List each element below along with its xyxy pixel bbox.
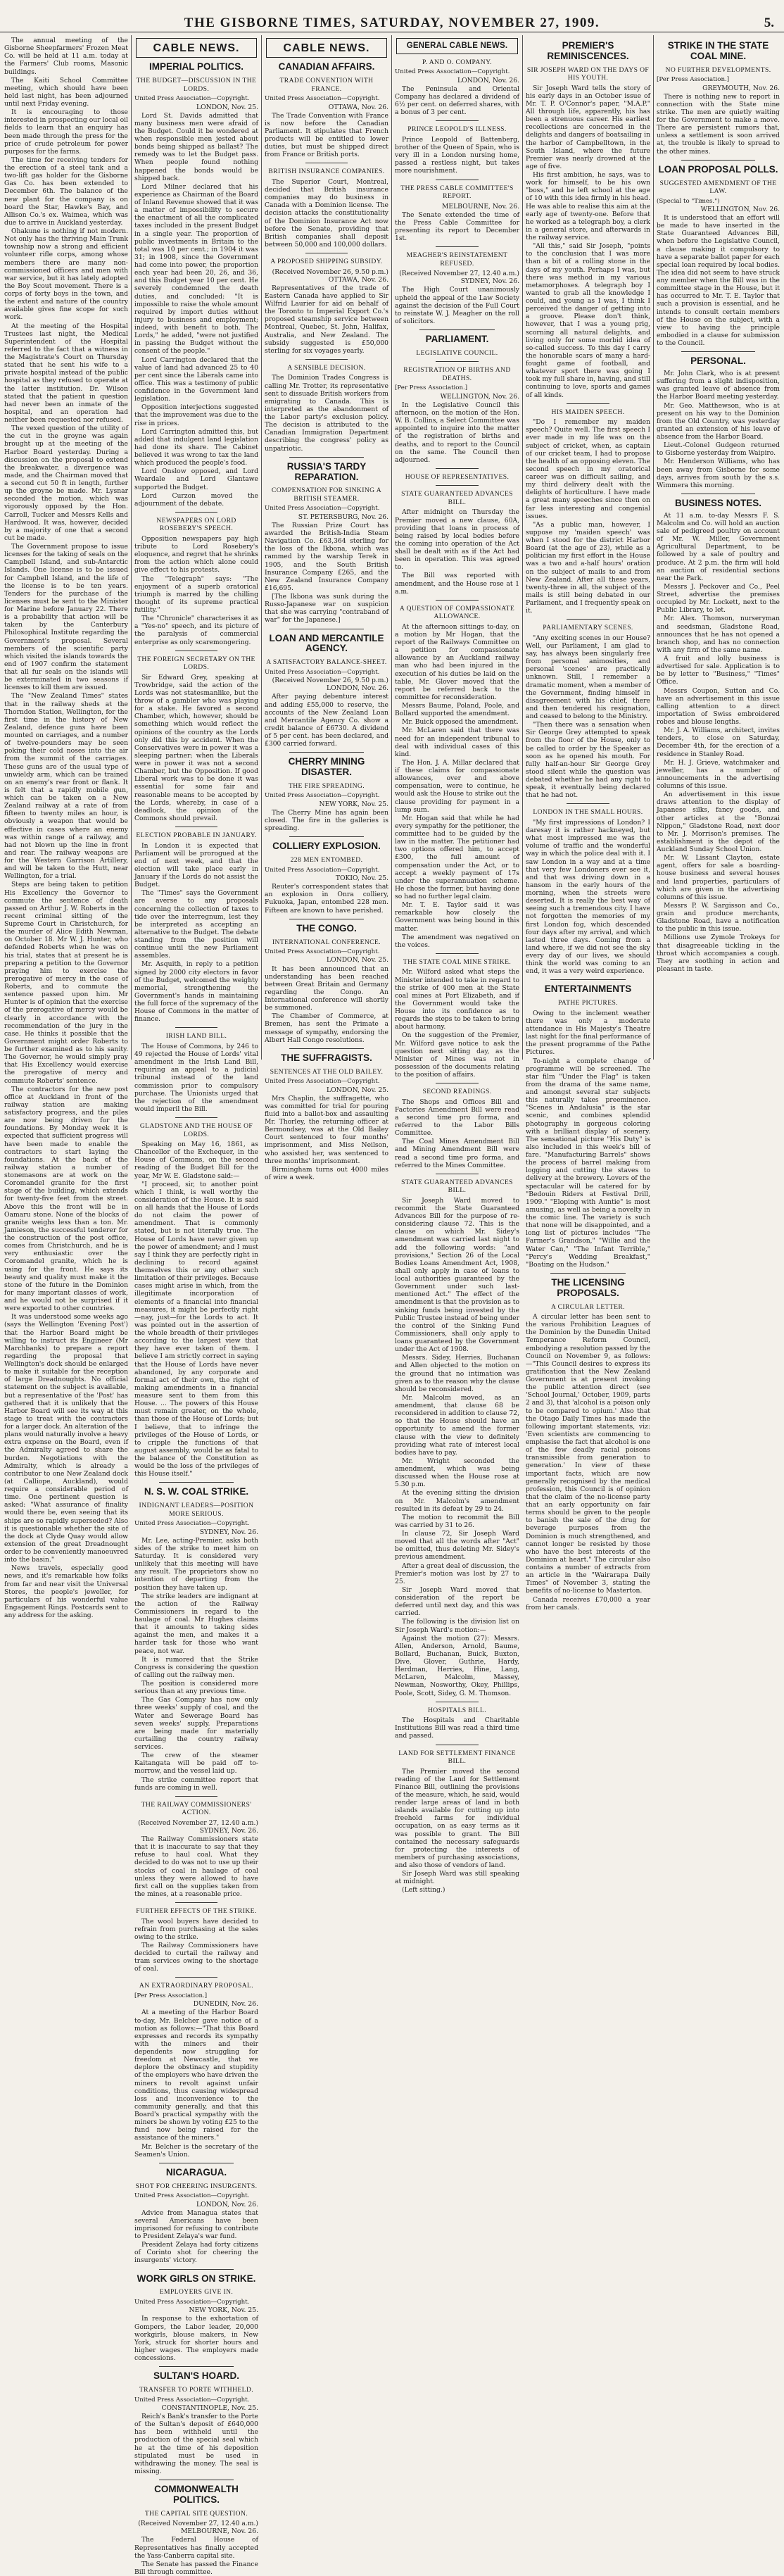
paragraph: Mr. Asquith, in reply to a petition signed by 2000 city electors in favor of the Budget, welcomed the weighty memorial, strengthening the Government's hands in maintaining the full force of the supremacy of the House of Commons in the matter of finance. <box>134 960 258 1024</box>
section-subtitle: THE FOREIGN SECRETARY ON THE LORDS. <box>137 655 255 672</box>
paragraph: The strike committee report that funds are coming in well. <box>134 1776 258 1792</box>
paragraph: In response to the exhortation of Gompers, the Labor leader, 20,000 workgirls, blouse makers, in New York, struck for shorter hours and higher wages. The employers made concessions. <box>134 2315 258 2363</box>
paragraph: The amendment was negatived on the voices. <box>395 933 519 949</box>
paragraph: The Coal Mines Amendment Bill and Mining Amendment Bill were read a second time pro forma, and referred to the Mines Committee. <box>395 1138 519 1169</box>
news-agency-credit: United Press Association—Copyright. <box>395 68 510 76</box>
dateline: TOKIO, Nov. 25. <box>335 874 388 883</box>
paragraph: The Railway Commissioners have decided to curtail the railway and tram services owing to the shortage of coal. <box>134 1941 258 1973</box>
paragraph: Lord Carrington admitted this, but added that indulgent land legislation had done its share. The Cabinet believed it was wrong to tax the land which produced the people's food. <box>134 427 258 467</box>
paragraph: The Senate extended the time of the Press Cable Committee for presenting its report to December 1st. <box>395 211 519 243</box>
paragraph: The Senate has passed the Finance Bill through committee. <box>134 2560 258 2576</box>
section-subtitle: PRINCE LEOPOLD'S ILLNESS. <box>407 125 507 134</box>
section-subtitle: THE RAILWAY COMMISSIONERS' ACTION. <box>141 1800 252 1817</box>
section-divider <box>550 979 625 980</box>
masthead <box>0 0 784 32</box>
news-agency-credit: [Per Press Association.] <box>395 384 468 392</box>
section-title: RUSSIA'S TARDY REPARATION. <box>286 460 367 482</box>
section-title: IMPERIAL POLITICS. <box>148 61 244 73</box>
section-title: N. S. W. COAL STRIKE. <box>144 1486 249 1497</box>
paragraph: The "Times" says the Government are averse to any proposals concerning the collection of taxes to tide over the interregnum, lest they be interpreted as accepting an alternative to the Budget. The debate standing from the position will continue until the new Parliament assembles. <box>134 889 258 960</box>
dateline: NEW YORK, Nov. 25. <box>189 2306 258 2315</box>
section-divider <box>175 512 217 513</box>
section-subtitle: EMPLOYERS GIVE IN. <box>159 2288 234 2297</box>
paragraph: Sir Joseph Ward moved to recommit the State Guaranteed Advances Bill for the purpose of re-considering clause 72. This is the clause on which Mr. Sidey's amendment was carried last night to add the following words: "and provisions," Section 26 of the Local Bodies Loans Amendment Act, 1908, shall only apply in case of loans to local authorities guaranteed by the Government under such last-mentioned Act." The effect of the amendment is that the provision as to sinking funds being invested by the Public Trustee instead of being under the control of the Sinking Fund Commissioners, shall only apply to loans guaranteed by the Government under the Act of 1908. <box>395 1196 519 1354</box>
paragraph: The Dominion Trades Congress is calling Mr. Trotter, its representative sent to dissuade British workers from emigrating to Canada. This is interpreted as the abandonment of the Labor party's exclusion policy. The decision is attributed to the Canadian Immigration Department describing the congress' policy as unpatriotic. <box>265 374 388 453</box>
section-title: CHERRY MINING DISASTER. <box>288 756 365 778</box>
column-divider <box>261 35 262 1060</box>
paragraph: The Peninsula and Oriental Company has declared a dividend of 6½ per cent. on deferred shares, with a bonus of 3 per cent. <box>395 84 519 117</box>
section-subtitle: INTERNATIONAL CONFERENCE. <box>272 938 381 946</box>
section-subtitle: REGISTRATION OF BIRTHS AND DEATHS. <box>403 366 511 382</box>
section-subtitle: P. AND O. COMPANY. <box>422 58 492 66</box>
paragraph: The strike leaders are indignant at the action of the Railway Commissioners in regard to the haulage of coal. Mr Hughes claims that it amounts to taking sides against the men, and makes it a harder task for those who want peace, not war. <box>134 1592 258 1655</box>
section-divider <box>175 1977 217 1978</box>
paragraph: Steps are being taken to petition His Excellency the Governor to commute the sentence of death passed on Arthur J. W. Roberts in the recent criminal sitting of the Supreme Court in Christchurch, for the murder of Alice Edith Newman, on October 18. Mr W. J. Hunter, who defended Roberts when he was on his trial, states that at present he is preparing a petition to the Governor praying him to exercise the prerogative of mercy in the case of Roberts, and to commute the sentence passed upon him. Mr Hunter is of opinion that the exercise of the prerogative of mercy would be clearly in accordance with the recommendation of the jury in the case. He thinks it possible that the Government might order Roberts to be further examined as to his sanity. The Governor, he would simply pray that His Excellency would exercise the prerogative of mercy and commute Roberts' sentence. <box>4 881 128 1085</box>
section-divider <box>159 1482 234 1483</box>
news-agency-credit: United Press Association—Copyright. <box>265 948 380 956</box>
paragraph: Lieut.-Colonel Gudgeon returned to Gisborne yesterday from Waipiro. <box>657 441 780 458</box>
paragraph: A circular letter has been sent to the various Prohibition Leagues of the Dominion by the Dunedin United Temperance Reform Council, embodying a resolution passed by the Council on November 9, as follows:—"This Council desires to express its gratification that the New Zealand Government is at present invoking the public attention direct (see 'School Journal,' October, 1909, parts 2 and 3), that 'alcohol is a poison only to be compared to opium.' Also that the Otago Daily Times has made the following important statements, viz: 'Even scientists are commencing to emphasise the fact that alcohol is one of the few deadly racial poisons transmissible from generation to generation.' In view of these important facts, which are now generally recognised by the medical profession, this Council is of opinion that the claim of the no-license party that an early opportunity on fair terms should be given to the people to banish the sale of the drug for beverage purposes from the Dominion is much strengthened, and cannot longer be resisted by those who have the best interests of the Dominion at heart." The circular also contains a number of extracts from an article in the "Wairarapa Daily Times" of November 3, stating the benefits of no-license to Masterton. <box>526 1313 650 1595</box>
section-divider <box>305 359 348 360</box>
section-divider <box>567 619 609 620</box>
section-subtitle: A SENSIBLE DECISION. <box>287 363 366 372</box>
section-divider <box>289 836 364 837</box>
dateline: (Received November 27, 12.40 a.m.) MELBOURNE, Nov. 26. <box>138 2520 258 2536</box>
section-subtitle: THE FIRE SPREADING. <box>288 781 365 790</box>
section-title: PREMIER'S REMINISCENCES. <box>547 40 629 61</box>
paragraph: The crew of the steamer Kaitangata will be paid off to-morrow, and the vessel laid up. <box>134 1752 258 1776</box>
paragraph: "As a public man, however, I suppose my 'maiden speech' was when I stood for the district Harbor Board (at the age of 23), while as a politician my first effort in the House was a two and a-half hours' oration on the subject of mails to and from New Zealand. After all these years, twenty-three in all, the subject of the mails is still being debated in our Parliament, and I frequently speak on it. <box>526 520 650 615</box>
paragraph: Reich's Bank's transfer to the Porte of the Sultan's deposit of £640,000 has been withheld until the production of the special seal which he at the time of his deposition stipulated must be used in withdrawing the money. The seal is missing. <box>134 2413 258 2475</box>
paragraph: "All this," said Sir Joseph, "points to the conclusion that I was more than a bit of a rolling stone in the days of my youth. Perhaps I was, but there was method in my various metamorphoses. A telegraph boy I wanted to grab all the knowledge I could, and young as I was, I think I perceived the danger of getting into a groove. Please don't think, however, that I was a young prig, scorning all natural delights, and living only for some morbid idea of so-called success. To this day I carry the honorable scars of many a hard-fought game of football, and whatever sport there was going I took my full share in, having, and still continuing to love, sports and games of all kinds. <box>526 242 650 399</box>
section-divider <box>289 752 364 753</box>
page-number: 5. <box>764 15 774 30</box>
paragraph: Mr. T. E. Taylor said it was remarkable how closely the Government was being bound in this matter. <box>395 901 519 933</box>
section-divider <box>567 403 609 404</box>
section-divider <box>567 803 609 804</box>
column-reminiscences <box>526 37 650 1611</box>
paragraph: The Hon. J. A. Millar declared that if these claims for compassionate allowances, over and above compensation, were to continue, he would ask the House to strike out the clause providing for payment in a lump sum. <box>395 758 519 814</box>
dateline: CONSTANTINOPLE, Nov. 25. <box>161 2404 258 2412</box>
section-title: STRIKE IN THE STATE COAL MINE. <box>667 40 769 61</box>
section-divider <box>175 1117 217 1118</box>
section-subtitle: AN EXTRAORDINARY PROPOSAL. <box>139 1982 254 1990</box>
section-title: CANADIAN AFFAIRS. <box>278 61 375 73</box>
column-divider <box>653 35 654 1060</box>
newspaper-masthead-title: THE GISBORNE TIMES, SATURDAY, NOVEMBER 27, 1909. <box>184 15 600 30</box>
dateline: (Received November 27, 12.40 a.m.) SYDNEY, Nov. 26. <box>138 1818 258 1835</box>
paragraph: The Shops and Offices Bill and Factories Amendment Bill were read a second time pro forma, and referred to the Labor Bills Committee. <box>395 1098 519 1138</box>
paragraph: The Chamber of Commerce, at Bremen, has sent the Primate a message of sympathy, endorsing the Albert Hall Congo resolutions. <box>265 1012 388 1044</box>
paragraph: Mr. Hogan said that while he had every sympathy for the petitioner, the committee had to be guided by the law in the matter. The petitioner had two options offered him, to accept £300, the full amount of compensation under the Act, or to accept a weekly payment of 17s under the superannuation scheme. He chose the former, but having done so had no further legal claim. <box>395 814 519 901</box>
column-header: CABLE NEWS. <box>136 38 257 58</box>
section-title: LOAN AND MERCANTILE AGENCY. <box>269 632 384 654</box>
paragraph: [The Ikbona was sunk during the Russo-Japanese war on suspicion that she was carrying "contraband of war" for the Japanese.] <box>265 593 388 624</box>
section-subtitle: 228 MEN ENTOMBED. <box>290 856 363 865</box>
paragraph: Lord Carrington declared that the value of land had advanced 25 to 40 per cent since the Liberals came into office. This was a testimony of public confidence in the Government land legislation. <box>134 356 258 403</box>
dateline: NEW YORK, Nov. 25. <box>319 800 388 808</box>
paragraph: Against the motion (27): Messrs. Allen, Anderson, Arnold, Baume, Bollard, Buchanan, Buick, Buxton, Dive, Glover, Guthrie, Hardy, Herdman, Herries, Hine, Lang, McLaren, Malcolm, Massey, Newman, Nosworthy, Okey, Phillips, Poole, Scott, Sidey, G. M. Thomson. <box>395 1634 519 1697</box>
dateline: LONDON, Nov. 26. <box>196 2200 258 2209</box>
section-subtitle: IRISH LAND BILL. <box>165 1032 227 1041</box>
news-agency-credit: United Press Association—Copyright. <box>265 505 380 513</box>
paragraph: Lord Onslow opposed, and Lord Weardale and Lord Glantawe supported the Budget. <box>134 467 258 491</box>
paragraph: "Do I remember my maiden speech? Quite well. The first speech I ever made in my life was on the subject of cricket, when, as captain of our cricket team, I had to propose the health of an opposing eleven. The second speech in my oratorical career was on difficult sailing, and my third delivery dealt with the delights of horticulture. I have made a great many speeches since then on far less interesting and congenial issues. <box>526 418 650 520</box>
paragraph: Messrs P. W. Sargisson and Co., grain and produce merchants, Gladstone Road, have a notification to the public in this issue. <box>657 901 780 934</box>
paragraph: Ohakune is nothing if not modern. Not only has the thriving Main Trunk township now a strong and efficient volunteer rifle corps, among whose members there are many non-commissioned officers and men with war service, but it has lately adopted the Boy Scout movement. There is a corps of forty boys in the town, and the extent and nature of the country available gives fine scope for such work. <box>4 227 128 322</box>
paragraph: The Premier moved the second reading of the Land for Settlement Finance Bill, outlining the provisions of the measure, which, he said, would render large areas of land in both islands available for cutting up into freehold farms for individual occupation, on as easy terms as it was possible to grant. The Bill contained the necessary safeguards for protecting the interests of members of purchasing associations, and also those of vendors of land. <box>395 1767 519 1870</box>
paragraph: Lord Curzon moved the adjournment of the debate. <box>134 491 258 508</box>
section-subtitle: A SATISFACTORY BALANCE-SHEET. <box>266 658 387 667</box>
paragraph: Reuter's correspondent states that an explosion in Onra colliery, Fukuoka, Japan, entombed 228 men. Fifteen are known to have perished. <box>265 883 388 915</box>
section-divider <box>419 329 494 330</box>
paragraph: The Federal House of Representatives has finally accepted the Yass-Canberra capital site. <box>134 2536 258 2560</box>
column-cable-news-2 <box>265 37 388 1181</box>
dateline: WELLINGTON, Nov. 26. <box>440 392 519 401</box>
paragraph: It is encouraging to those interested in prospecting our local oil fields to learn that an enquiry has been made through the press for the price of crude petroleum for power purposes for the farms. <box>4 108 128 156</box>
section-subtitle: ELECTION PROBABLE IN JANUARY. <box>136 831 257 840</box>
dateline: DUNEDIN, Nov. 26. <box>193 2000 258 2009</box>
section-subtitle: NO FURTHER DEVELOPMENTS. <box>665 65 771 74</box>
section-subtitle: A CIRCULAR LETTER. <box>550 1302 625 1311</box>
section-subtitle: STATE GUARANTEED ADVANCES BILL. <box>401 490 513 506</box>
paragraph: The Government propose to issue licenses for the taking of seals on the Campbell Island, and sub-Antarctic Islands. One license is to be issued for Campbell Island, and the life of the license is to be ten years. Tenders for the purchase of the licenses must be sent to the Minister for Marine before January 22. There is a probability that action will be taken by the Canterbury Philosophical Institute regarding the Government's proposal. Several members of the scientific party which visited the islands towards the end of 1907 confirm the statement that all fur seals on the islands will be exterminated in two seasons if licenses to kill them are issued. <box>4 543 128 692</box>
paragraph: Sir Edward Grey, speaking at Trowbridge, said the action of the Lords was not statesmanlike, but the throw of a gambler who was playing for a stake. He favored a second Chamber, which, however, should be something which would reflect the opinions of the country as the Lords only did this by accident. When the Conservatives were in power it was a sleeping partner; when the Liberals were in power it was not a second Chamber, but the Opposition. If good Liberal work was to be done it was essential for some fair and reasonable means to be accepted by the Lords, whereby, in case of a deadlock, the opinion of the Commons should prevail. <box>134 673 258 822</box>
section-subtitle: SECOND READINGS. <box>422 1088 492 1096</box>
section-title: BUSINESS NOTES. <box>674 497 762 508</box>
paragraph: It has been announced that an understanding has been reached between Great Britain and Germany regarding the Congo. An International conference will shortly be summoned. <box>265 965 388 1012</box>
section-subtitle: LEGISLATIVE COUNCIL. <box>416 348 498 357</box>
paragraph: The vexed question of the utility of the cut in the groyne was again brought up at the meeting of the Harbor Board yesterday. During a discussion on the proposal to extend the breakwater, a divergence was made, and the Chairman moved that a second cut 50 ft in length, further up the groyne be made. Mr. Lysnar seconded the motion, which was vigorously opposed by the Hon. Carroll, Tucker and Messrs Kells and Hardwood. It was, however, decided by a majority of one that a second cut be made. <box>4 425 128 542</box>
paragraph: The House of Commons, by 246 to 49 rejected the House of Lords' vital amendment in the Irish Land Bill, requiring an appeal to a judicial tribunal instead of the land commission prior to compulsory purchase. The Unionists urged that the rejection of the amendment would imperil the Bill. <box>134 1042 258 1113</box>
paragraph: Owing to the inclement weather there was only a moderate attendance in His Majesty's Theatre last night for the final performance of the present programme of the Pathe Pictures. <box>526 1009 650 1057</box>
section-subtitle: SIR JOSEPH WARD ON THE DAYS OF HIS YOUTH. <box>526 65 650 82</box>
dateline: LONDON, Nov. 26. <box>457 76 519 84</box>
paragraph: After a great deal of discussion, the Premier's motion was lost by 27 to 25. <box>395 1562 519 1585</box>
paragraph: Mr. Wilford asked what steps the Minister intended to take in regard to the strike of 400 men at the State coal mines at Port Elizabeth, and if the Government would take the House into its confidence as to regards the steps to be taken to bring about harmony. <box>395 968 519 1031</box>
section-subtitle: SENTENCES AT THE OLD BAILEY. <box>270 1067 384 1076</box>
news-agency-credit: United Press Association—Copyright. <box>134 2396 250 2404</box>
paragraph: Opposition newspapers pay high tribute to Lord Rosebery's eloquence, and regret that he shrinks from the action which alone could give effect to his protests. <box>134 534 258 574</box>
news-agency-credit: United Press Association—Copyright. <box>265 1078 380 1086</box>
paragraph: Sir Joseph Ward was still speaking at midnight. <box>395 1870 519 1886</box>
paragraph: The Railway Commissioners state that it is inaccurate to say that they refuse to haul coal. What they decided to do was not to use up their stocks of coal in haulage of coal unless they were allowed to have first call on the supplies taken from the mines, at a reasonable price. <box>134 1835 258 1898</box>
paragraph: Prince Leopold of Battenberg, brother of the Queen of Spain, who is very ill in a London nursing home, passed a restless night, but takes more nourishment. <box>395 135 519 175</box>
paragraph: Mr. Buick opposed the amendment. <box>402 718 519 727</box>
paragraph: Speaking on May 16, 1861, as Chancellor of the Exchequer, in the House of Commons, on the second reading of the Budget Bill for the year, Mr W. E. Gladstone said:— <box>134 1141 258 1180</box>
section-divider <box>159 2366 234 2367</box>
paragraph: Birmingham turns out 4000 miles of wire a week. <box>265 1165 388 1181</box>
dateline: LONDON, Nov. 25. <box>327 1086 388 1094</box>
section-subtitle: SHOT FOR CHEERING INSURGENTS. <box>135 2182 258 2190</box>
paragraph: The following is the division list on Sir Joseph Ward's motion:— <box>395 1618 519 1634</box>
dateline: GREYMOUTH, Nov. 26. <box>702 84 780 92</box>
section-subtitle: NEWSPAPERS ON LORD ROSEBERY'S SPEECH. <box>156 516 236 533</box>
section-title: COMMONWEALTH POLITICS. <box>154 2484 239 2505</box>
paragraph: Lord Milner declared that his experience as Chairman of the Board of Inland Revenue showed that it was a matter of impossibility to secure the enactment of all the complicated taxes included in the present Budget in a single year. The proportion of public investments in Britain to the total was 10 per cent.; in 1904 it was 31; in 1908, since the Government had come into power, the proportion each year had been 20, 26, and 36, and this Budget year 10 per cent. He severely condemned the death duties, and concluded: "It is impossible to raise the whole amount required by import duties without injury to business and employment; indeed, with benefit to both. The Lords," he added, "were not justified in passing the Budget without the consent of the people." <box>134 182 258 356</box>
section-divider <box>289 457 364 458</box>
section-title: SULTAN'S HOARD. <box>153 2370 239 2382</box>
dateline: SYDNEY, Nov. 26. <box>199 1528 258 1536</box>
section-subtitle: INDIGNANT LEADERS—POSITION MORE SERIOUS. <box>139 1502 254 1518</box>
section-subtitle: HIS MAIDEN SPEECH. <box>551 408 625 416</box>
section-subtitle: TRANSFER TO PORTE WITHHELD. <box>139 2386 254 2394</box>
paragraph: "I proceed, sir, to another point which I think, is well worthy the consideration of the House. It is said on all hands that the House of Lords do not claim the power of amendment. That is commonly stated, but is not literally true. The House of Lords have never given up the power of amendment; and I must say I think they are perfectly right in declining to record against themselves this or any other such limitation of their privileges. Because cases might arise in which, from the illegitimate incorporation of elements of a financial into financial measures, it might be perfectly right—nay, just—for the Lords to act. It was pointed out in the assertion of the whole breadth of their privileges according to the largest view that they have ever taken of them. I believe I am strictly correct in saying that the House of Lords have never abandoned, by any corporate and formal act of their own, the right of making amendments in a financial measure sent to them from this House. ... The powers of this House must remain greater, on the whole, than those of the House of Lords; but I believe, that to infringe the privileges of the House of Lords, or to cripple the functions of that august assembly, would be as fatal to the balance of the Constitution as would be the loss of the privileges of this House itself." <box>134 1180 258 1478</box>
section-title: THE CONGO. <box>296 922 357 934</box>
section-subtitle: SUGGESTED AMENDMENT OF THE LAW. <box>659 179 777 196</box>
paragraph: Opposition interjections suggested that the improvement was due to the rise in prices. <box>134 403 258 427</box>
news-agency-credit: United Press Association—Copyright. <box>265 866 380 874</box>
paragraph: At the meeting of the Hospital Trustees last night, the Medical Superintendent of the Hospital referred to the fact that a witness in the Magistrate's Court on Thursday stated that he sent his wife to a private hospital instead of the public hospital as they refused to operate at the latter institution. Dr. Wilson stated that the patient in question had never been an inmate of the hospital, and an operation had neither been requested nor refused. <box>4 322 128 424</box>
paragraph: In London it is expected that Parliament will be prorogued at the end of next week, and that the election will take place early in January if the Lords do not assist the Budget. <box>134 841 258 889</box>
section-divider <box>436 600 478 601</box>
paragraph: Mr. H. J. Grieve, watchmaker and jeweller, has a number of announcements in the advertising columns of this issue. <box>657 758 780 790</box>
paragraph: At a meeting of the Harbor Board to-day, Mr. Belcher gave notice of a motion as follows:—"That this Board expresses and records its sympathy with the miners and their dependents now struggling for freedom at Newcastle, that we deplore the obstinacy and stupidity of the employers who have driven the miners to revolt against unfair conditions, thus causing widespread loss and inconvenience to the community generally, and that this Board's practical sympathy with the miners be shown by voting £25 to the fund now being raised for the assistance of the miners." <box>134 2009 258 2142</box>
paragraph: Sir Joseph Ward tells the story of his early days in an October issue of Mr. T. P. O'Connor's paper, "M.A.P." All through life, apparently, his has been a strenuous career. His earliest recollections are concerned in the delights and dangers of boatsailing in the harbor of Campbelltown, in the South Island, where the future Premier was nearly drowned at the age of five. <box>526 84 650 170</box>
paragraph: Messrs Baume, Poland, Poole, and Bollard supported the amendment. <box>395 702 519 718</box>
section-title: PARLIAMENT. <box>425 334 489 345</box>
section-title: ENTERTAINMENTS <box>544 984 632 995</box>
news-agency-credit: United Press Association—Copyright. <box>134 2192 250 2200</box>
paragraph: To-night a complete change of programme will be screened. The star film "Under the Flag" is taken from the drama of the same name, and amongst several star subjects this naturally takes preeminence. "Scenes in Andalusia" is the star scenic, and combines splendid photography in gorgeous coloring with a brilliant display of scenery. The sensational picture "His Duty" is also included in this week's bill of fare. "Manufacturing Barrels" shows the process of barrel making from logging and cutting the staves to delivery at the brewery. Lovers of the spectacular will be catered for by "Bedouin Riders at Festival Drill, 1909." "Eloping with Auntie" is most amusing, as well as being a novelty in the comic line. The variety is such that none will be disappointed, and a long list of pictures includes "The Farmer's Grandson," "Willie and the Water Can," "The Infant Terrible," "Percy's Wedding Breakfast," "Boating on the Hudson." <box>526 1057 650 1269</box>
paragraph: The Trade Convention with France is now before the Canadian Parliament. It stipulates that French products will be entitled to lower duties, but must be shipped direct from France or British ports. <box>265 111 388 159</box>
dateline: (Received November 27, 12.40 a.m.) SYDNEY, Nov. 26. <box>399 270 519 286</box>
section-subtitle: TRADE CONVENTION WITH FRANCE. <box>279 77 374 93</box>
section-divider <box>436 361 478 362</box>
paragraph: The contractors for the new post office at Auckland in front of the railway station are making satisfactory progress, and the piles are now being driven for the foundations. By Monday week it is expected that sufficient progress will have been made to enable the contractors to start laying the foundations. At the back of the railway station a number of stonemasons are at work on the Coromandel granite for the first stage of the building, which extends for twenty-five feet from the street. Above this the front will be in Oamaru stone. None of the blocks of granite weighs less than a ton. Mr. Jamieson, the successful tenderer for the construction of the post office, comes from Christchurch, and he is very enthusiastic over the Coromandel granite, which he is using for the front. He says its beauty and quality must make it the stone of the future in the Dominion for many important classes of work, and he would not be surprised if it were exported to other countries. <box>4 1085 128 1313</box>
section-subtitle: THE PRESS CABLE COMMITTEE'S REPORT. <box>400 184 514 201</box>
section-title: WORK GIRLS ON STRIKE. <box>137 2273 256 2284</box>
dateline: OTTAWA, Nov. 26. <box>328 103 388 111</box>
paragraph: The Cherry Mine has again been closed. The fire in the galleries is spreading. <box>265 808 388 833</box>
column-divider <box>391 35 392 1060</box>
paragraph: The wool buyers have decided to refrain from purchasing at the sales owing to the strike. <box>134 1917 258 1941</box>
dateline: MELBOURNE, Nov. 26. <box>441 202 519 211</box>
paragraph: "Then there was a sensation when Sir George Grey attempted to speak from the floor of the House, only to be called to order by the Speaker as soon as he opened his mouth. For fully half-an-hour Sir George Grey stood silent while the question was debated whether he had any right to speak, it eventually being declared that he had not. <box>526 721 650 800</box>
paragraph: After midnight on Thursday the Premier moved a new clause, 60A, providing that loans in process of being raised by local bodies before the coming into operation of the Act shall be dealt with as if the Act had been in operation. This was agreed to. <box>395 508 519 572</box>
section-divider <box>436 468 478 469</box>
section-subtitle: COMPENSATION FOR SINKING A BRITISH STEAMER. <box>271 486 382 503</box>
paragraph: At the evening sitting the division on Mr. Malcolm's amendment resulted in its defeat by 29 to 24. <box>395 1489 519 1513</box>
section-divider <box>175 1027 217 1028</box>
section-divider <box>436 246 478 247</box>
paragraph: (Left sitting.) <box>402 1886 445 1895</box>
section-subtitle: FURTHER EFFECTS OF THE STRIKE. <box>136 1907 257 1916</box>
paragraph: "Any exciting scenes in our House? Well, our Parliament, I am glad to say, has always been singularly free from personal animosities, and personal 'scenes' are practically unknown. Still, I remember a dramatic moment, when a member of the Government, finding himself in disagreement with his chief, there and then tendered his resignation, and ceased to belong to the Ministry. <box>526 634 650 721</box>
column-cable-news-1 <box>134 37 258 2576</box>
section-subtitle: PATHE PICTURES. <box>557 999 619 1007</box>
dateline: ST. PETERSBURG, Nov. 26. <box>298 513 388 521</box>
section-divider <box>159 2269 234 2270</box>
dateline: (Received November 26, 9.50 p.m.) OTTAWA, Nov. 26. <box>272 268 388 284</box>
column-header: CABLE NEWS. <box>266 38 387 58</box>
news-agency-credit: United Press Association—Copyright. <box>134 1520 250 1528</box>
paragraph: News travels, especially good news, and it's remarkable how folks from far and near visit the Universal Stores, the people's jeweller, for particulars of his wonderful value Engagement Rings. Postcards sent to any address for the asking. <box>4 1564 128 1619</box>
paragraph: Mr. Geo. Matthewson, who is at present on his way to the Dominion from the Old Country, was yesterday granted an extension of his leave of absence from the Harbor Board. <box>657 401 780 441</box>
paragraph: President Zelaya had forty citizens of Corinto shot for cheering the insurgents' victory. <box>134 2241 258 2265</box>
section-title: THE LICENSING PROPOSALS. <box>551 1276 625 1298</box>
paragraph: Mr. Wright seconded the amendment, which was being discussed when the House rose at 5.30 p.m. <box>395 1457 519 1489</box>
paragraph: Mr. Henderson Williams, who has been away from Gisborne for some days, arrives from south by the s.s. Wimmera this morning. <box>657 458 780 489</box>
section-subtitle: GLADSTONE AND THE HOUSE OF LORDS. <box>139 1122 253 1138</box>
paragraph: Advice from Managua states that several Americans have been imprisoned for refusing to contribute to President Zelaya's war fund. <box>134 2209 258 2241</box>
paragraph: Millions use Zymole Trokeys for that disagreeable tickling in the throat which accompanies a cough. They are soothing in action and pleasant in taste. <box>657 934 780 973</box>
paragraph: Mr. McLaren said that there was need for an independent tribunal to deal with individual cases of this kind. <box>395 727 519 758</box>
paragraph: Mr. J. A. Williams, architect, invites tenders, to close on Saturday, December 4th, for the erection of a residence in Stanley Road. <box>657 727 780 758</box>
paragraph: Mr. Malcolm moved, as an amendment, that clause 68 be reconsidered in addition to clause 72, so that the House should have an opportunity to amend the former clause with the view to definitely providing what rate of interest local bodies have to pay. <box>395 1393 519 1457</box>
news-agency-credit: United Press Association—Copyright. <box>265 95 380 103</box>
paragraph: An advertisement in this issue draws attention to the display of Japanese silks, fancy goods, and other articles at the "Bonzai Nippon," Gladstone Road, next door to Mr. J. Morrison's premises. The establishment is the depot of the Auckland Sunday School Union. <box>657 791 780 853</box>
column-general-cable-news <box>395 37 519 1895</box>
paragraph: Sir Joseph Ward moved that consideration of the report be deferred until next day, and this was carried. <box>395 1585 519 1618</box>
news-agency-credit: (Special to "Times.") <box>657 197 720 205</box>
section-subtitle: THE CAPITAL SITE QUESTION. <box>144 2509 248 2518</box>
column-divider <box>522 35 523 1060</box>
paragraph: Canada receives £70,000 a year from her canals. <box>526 1595 650 1611</box>
paragraph: It is understood that an effort will be made to have inserted in the State Guaranteed Advances Bill, when before the Legislative Council, a clause making it compulsory to have a separate ballot paper for each special loan required by local bodies. The idea did not seem to have struck any member when the Bill was in the committee stage in the House, but it has occurred to Mr. T. E. Taylor that such a provision is essential, and he intends to consult certain members of the House on the subject, with a view to having the principle embodied in a clause for submission to the Council. <box>657 214 780 348</box>
paragraph: The Kaiti School Committee meeting, which should have been held last night, has been adjourned until next Friday evening. <box>4 76 128 108</box>
section-subtitle: MEAGHER'S REINSTATEMENT REFUSED. <box>406 251 508 268</box>
paragraph: Messrs. Sidey, Herries, Buchanan and Allen objected to the motion on the ground that no intimation was given as to the reason why the clause should be reconsidered. <box>395 1354 519 1393</box>
section-divider <box>175 1796 217 1797</box>
paragraph: The Hospitals and Charitable Institutions Bill was read a third time and passed. <box>395 1716 519 1740</box>
news-agency-credit: United Press Association—Copyright. <box>134 95 250 103</box>
paragraph: Mr. Belcher is the secretary of the Seamen's Union. <box>134 2142 258 2159</box>
news-agency-credit: [Per Press Association.] <box>657 76 730 84</box>
paragraph: The "Telegraph" says: "The enjoyment of a superb oratorical triumph is marred by the chilling thought of its supreme practical futility." <box>134 574 258 615</box>
paragraph: There is nothing new to report in connection with the State mine strike. The men are quietly waiting for the Government to make a move. There are persistent rumors that, unless a settlement is soon arrived at, the trouble is likely to spread to the other mines. <box>657 92 780 156</box>
section-subtitle: PARLIAMENTARY SCENES. <box>543 624 633 632</box>
column-header: GENERAL CABLE NEWS. <box>396 38 518 54</box>
section-subtitle: LONDON IN THE SMALL HOURS. <box>533 808 643 817</box>
dateline: WELLINGTON, Nov. 26. <box>700 205 780 213</box>
section-divider <box>436 120 478 121</box>
paragraph: At the afternoon sittings to-day, on a motion by Mr Hogan, that the report of the Railways Committee on a petition for compassionate allowance by an Auckland railway man who had been injured in the execution of his duties be laid on the table, Mr. Glover moved that the report be referred back to the committee for reconsideration. <box>395 622 519 701</box>
column-divider <box>131 35 132 1060</box>
section-subtitle: HOUSE OF REPRESENTATIVES. <box>405 472 510 481</box>
paragraph: The position is considered more serious than at any previous time. <box>134 1680 258 1696</box>
section-subtitle: BRITISH INSURANCE COMPANIES. <box>268 168 385 176</box>
paragraph: The time for receiving tenders for the erection of a steel tank and a two-lift gas holder for the Gisborne Gas Co. has been extended to December 6th. The balance of the new plant for the company is on board the Star, Hawke's Bay, and Allison Co.'s ex. Waimea, which was due to arrive in Auckland yesterday. <box>4 156 128 227</box>
section-subtitle: STATE GUARANTEED ADVANCES BILL. <box>401 1178 513 1195</box>
paragraph: The "New Zealand Times" states that in the railway sheds at the Thorndon Station, Wellington, for the first time in the history of New Zealand, defence guns have been mounted on carriages, and a number of twelve-pounders may be seen poking their cold noses into the air from the summit of the carriages. These guns are of the usual type of unwieldy arm, which can be trained on an enemy's rear front or flank. It is felt that a rapidly mobile gun, which can be taken on a New Zealand railway at a rate of from fifteen to twenty miles an hour, is obviously a weapon that would be effective in cases where an enemy was within range of a railway, and had not blown up the line in front and rear. The railway weapons are for the Western Garrison Artillery, and will be taken to the Hutt, near Wellington, for a trial. <box>4 692 128 881</box>
paragraph: Lord St. Davids admitted that many business men were afraid of the Budget. Could it be wondered at when responsible men jested about bonds being shipped as ballast? The remedy was to let the Budget pass. When people found nothing happened the bonds would be shipped back. <box>134 111 258 182</box>
paragraph: Mr. John Clark, who is at present suffering from a slight indisposition, was granted leave of absence from the Harbor Board meeting yesterday. <box>657 370 780 401</box>
paragraph: The Gas Company has now only three weeks' supply of coal, and the Water and Sewerage Board has seven weeks' supply. Preparations are being made for materially curtailing the country railway services. <box>134 1696 258 1752</box>
section-subtitle: THE STATE COAL MINE STRIKE. <box>403 957 512 966</box>
dateline: LONDON, Nov. 25. <box>196 103 258 111</box>
dateline: (Received November 26, 9.50 p.m.) LONDON, Nov. 26. <box>272 677 388 693</box>
paragraph: The annual meeting of the Gisborne Sheepfarmers' Frozen Meat Co. will be held at 11 a.m. today at the Farmers' Club rooms, Masonic buildings. <box>4 37 128 76</box>
section-divider <box>289 1048 364 1049</box>
paragraph: The High Court unanimously upheld the appeal of the Law Society against the decision of the Full Court to reinstate W. J. Meagher on the roll of solicitors. <box>395 286 519 325</box>
paragraph: The Bill was reported with amendment, and the House rose at 1 a.m. <box>395 572 519 596</box>
paragraph: The motion to recommit the Bill was carried by 31 to 26. <box>395 1513 519 1529</box>
section-title: LOAN PROPOSAL POLLS. <box>658 163 778 175</box>
news-agency-credit: United Press Association—Copyright. <box>265 668 380 676</box>
paragraph: Mr. Alex. Thomson, nurseryman and seedsman, Gladstone Road, announces that he has not opened a branch shop, and has no connection with any firm of the same name. <box>657 615 780 654</box>
section-divider <box>681 351 755 352</box>
paragraph: Messrs Coupon, Sutton and Co. have an advertisement in this issue calling attention to a direct importation of Swiss embroidered robes and blouse lengths. <box>657 686 780 726</box>
paragraph: Mr. Lee, acting-Premier, asks both sides of the strike to meet him on Saturday. It is considered very unlikely that this meeting will have any result. The proprietors show no intention of departing from the position they have taken up. <box>134 1536 258 1592</box>
paragraph: It is rumored that the Strike Congress is considering the question of calling out the railway men. <box>134 1655 258 1679</box>
paragraph: On the suggestion of the Premier, Mr. Wilford gave notice to ask the question next sitting day, as the Minister of Mines was not in possession of the documents relating to the position of affairs. <box>395 1031 519 1079</box>
dateline: LONDON, Nov. 25. <box>327 956 388 965</box>
section-divider <box>550 1273 625 1274</box>
paragraph: "My first impressions of London? I daresay it is rather hackneyed, but what most impressed me was the volume of traffic and the wonderful way in which the police deal with it. I saw London in a way and at a time that very few Londoners ever see it, and that was driving down in a hansom in the early hours of the morning, when the streets were deserted. It is really the best way of seeing such a tremendous city. I have not forgotten the memories of my first London fog, which descended four days after my arrival, and which lasted three days. Coming from a land where, if we did not see the sky every day of our lives, we should think the world was coming to an end, it was a very weird experience. <box>526 818 650 976</box>
paragraph: At 11 a.m. to-day Messrs F. S. Malcolm and Co. will hold an auction sale of pedigreed poultry on account of Mr. W. Miller, Government Agricultural Department, to be followed by a sale of poultry and produce. At 2 p.m. the firm will hold an auction of residential sections near the Park. <box>657 511 780 582</box>
section-title: COLLIERY EXPLOSION. <box>272 841 381 852</box>
paragraph: A fruit and lolly business is advertised for sale. Application is to be by letter to "Business," "Times" Office. <box>657 655 780 686</box>
news-agency-credit: United Press Association—Copyright. <box>134 2298 250 2306</box>
paragraph: In the Legislative Council this afternoon, on the motion of the Hon. W. B. Collins, a Select Committee was appointed to inquire into the matter of the registration of births and deaths, and to report to the Council on the same. The Council then adjourned. <box>395 401 519 464</box>
section-subtitle: LAND FOR SETTLEMENT FINANCE BILL. <box>398 1749 516 1766</box>
section-divider <box>436 485 478 486</box>
news-agency-credit: [Per Press Association.] <box>134 1992 208 1999</box>
section-subtitle: A PROPOSED SHIPPING SUBSIDY. <box>270 258 383 266</box>
paragraph: Mr. W. Lissant Clayton, estate agent, offers for sale a boarding-house business and several houses and land properties, particulars of which are given in the advertising columns of this issue. <box>657 854 780 901</box>
section-divider <box>436 953 478 954</box>
section-subtitle: THE BUDGET—DISCUSSION IN THE LORDS. <box>136 77 257 93</box>
column-local-news <box>4 37 128 1619</box>
section-title: PERSONAL. <box>690 356 746 367</box>
paragraph: His first ambition, he says, was to work for himself, to be his own "boss," and he left school at the age of 10 with this idea firmly in his head. He was able to realise this aim at the early age of twenty-one. Before that he worked as a telegraph boy, a clerk in a general store, and afterwards in the railway service. <box>526 171 650 242</box>
paragraph: It was understood some weeks ago (says the Wellington 'Evening Post') that the Harbor Board might be willing to instruct its Engineer (Mr Marchbanks) to prepare a report regarding the proposal that Wellington's dock should be enlarged to make it suitable for the reception of large Dreadnoughts. No official statement on the subject is available, but a representative of the 'Post' has gathered that it is unlikely that the Harbor Board will see its way at this stage to treat with the contractors for a larger dock. An alteration of the plans would naturally involve a heavy extra expense on the Board, even if the Admiralty agreed to share the burden. Negotiations with the Admiralty, which is already a contributor to one New Zealand dock (at Calliope, Auckland), would require a considerable period of time. One pertinent question is asked: "What assurance of finality would there be, even seeing that its ships are so rapidly superseded? Also it is questionable whether the site of the dock at Clyde Quay would allow extension of the great Dreadnought order to be conveniently manoeuvred into the basin." <box>4 1313 128 1564</box>
paragraph: Messrs J. Peckover and Co., Peel Street, advertise the premises occupied by Mr. Lockett, next to the Public Library, to let. <box>657 582 780 615</box>
section-subtitle: HOSPITALS BILL. <box>427 1706 487 1714</box>
paragraph: The "Chronicle" characterises it as a "Yes-no" speech, and its picture of the paralysis of commercial enterprise as only scaremongering. <box>134 615 258 646</box>
column-strike-and-notes <box>657 37 780 1059</box>
section-subtitle: A QUESTION OF COMPASSIONATE ALLOWANCE. <box>399 604 515 621</box>
section-title: NICARAGUA. <box>165 2166 227 2178</box>
paragraph: Mrs Chaplin, the suffragette, who was committed for trial for pouring fluid into a ballot-box and assaulting Mr. Thorley, the returning officer at Bermondsey, was at the Old Bailey Court sentenced to four months' imprisonment, and Miss Neilson, who assisted her, was sentenced to three months' imprisonment. <box>265 1094 388 1165</box>
news-agency-credit: United Press Association—Copyright. <box>265 792 380 800</box>
paragraph: The Russian Prize Court has awarded the British-India Steam Navigation Co. £63,364 sterling for the loss of the Ikbona, which was rammed by the warship Terek in 1905, and the South British Insurance Company £265, and the New Zealand Insurance Company £16,695. <box>265 521 388 592</box>
paragraph: In clause 72, Sir Joseph Ward moved that all the words after "Act" be omitted, thus deleting Mr. Sidey's previous amendment. <box>395 1530 519 1562</box>
section-divider <box>175 1902 217 1903</box>
section-divider <box>681 160 755 161</box>
paragraph: After paying debenture interest and adding £55,000 to reserve, the accounts of the New Zealand Loan and Mercantile Agency Co. show a credit balance of £6730. A dividend of 5 per cent. has been declared, and £300 carried forward. <box>265 693 388 748</box>
paragraph: Representatives of the trade of Eastern Canada have applied to Sir Wilfrid Laurier for aid on behalf of the Toronto to Imperial Export Co.'s proposed steamship service between Montreal, Quebec, St. John, Halifax, Australia, and New Zealand. The subsidy suggested is £50,000 sterling for six voyages yearly. <box>265 284 388 355</box>
paragraph: The Superior Court, Montreal, decided that British insurance companies may do business in Canada with a Dominion license. The decision attacks the constitutionality of the Dominion Insurance Act now before the Senate, providing that British companies shall deposit between 50,000 and 100,000 dollars. <box>265 177 388 249</box>
section-title: THE SUFFRAGISTS. <box>281 1052 372 1063</box>
